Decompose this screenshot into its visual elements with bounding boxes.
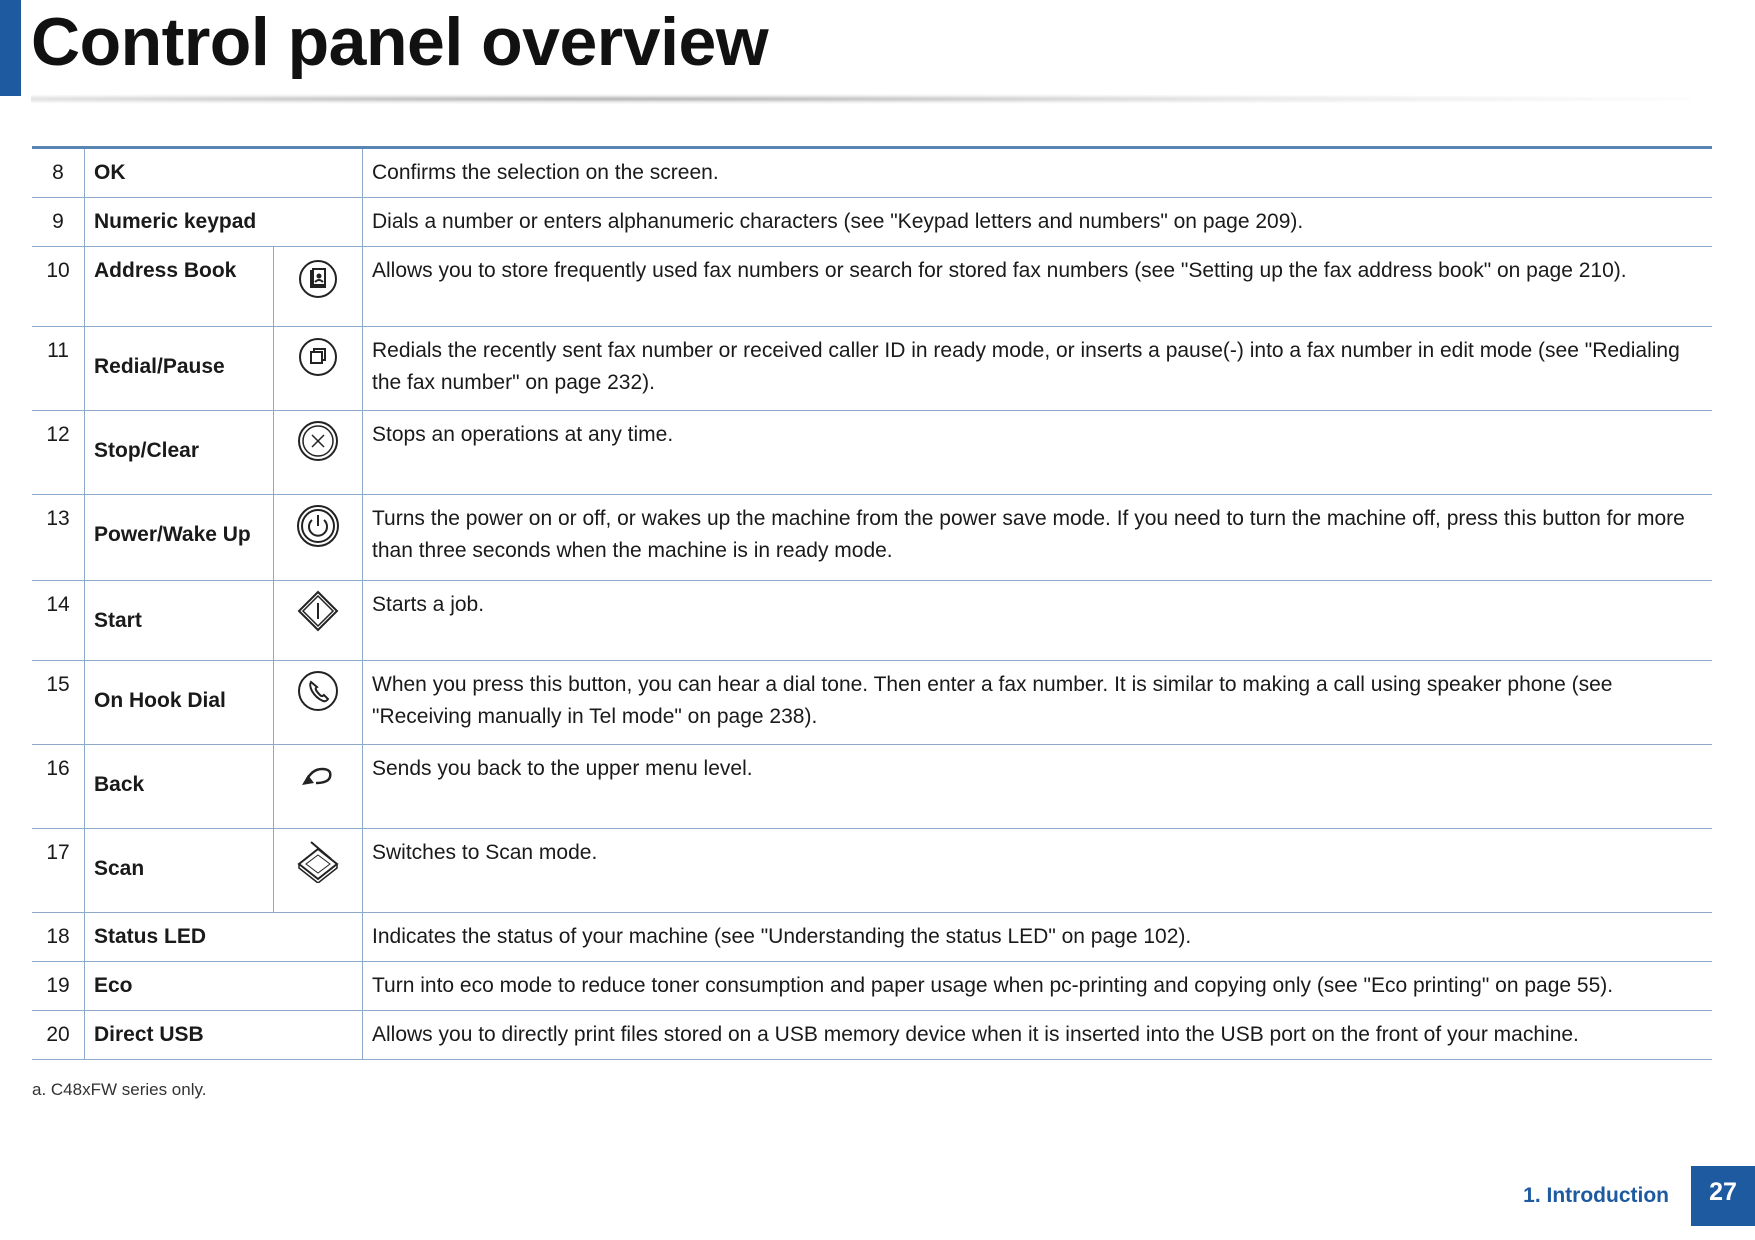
row-number: 11	[32, 327, 85, 411]
row-number: 8	[32, 148, 85, 198]
control-name: OK	[85, 148, 363, 198]
row-number: 16	[32, 745, 85, 829]
row-number: 9	[32, 198, 85, 247]
table-row	[32, 198, 1712, 247]
address-book-icon	[296, 255, 340, 299]
control-name: Scan	[85, 829, 274, 913]
icon-cell	[274, 411, 363, 495]
row-number: 13	[32, 495, 85, 581]
control-description: Turn into eco mode to reduce toner consumption and paper usage when pc-printing and copying only (see "Eco printing" on page 55).	[363, 962, 1713, 1011]
control-name: Start	[85, 581, 274, 661]
row-number: 14	[32, 581, 85, 661]
footer-section-link[interactable]: 1. Introduction	[1523, 1184, 1669, 1207]
table-row	[32, 411, 1712, 495]
control-description: Allows you to store frequently used fax numbers or search for stored fax numbers (see "Setting up the fax address book" on page 210).	[363, 247, 1713, 327]
row-number: 15	[32, 661, 85, 745]
icon-cell	[274, 495, 363, 581]
icon-cell	[274, 581, 363, 661]
control-name: Stop/Clear	[85, 411, 274, 495]
table-row	[32, 148, 1712, 198]
row-number: 17	[32, 829, 85, 913]
control-description: Dials a number or enters alphanumeric characters (see "Keypad letters and numbers" on page 209).	[363, 198, 1713, 247]
icon-cell	[274, 745, 363, 829]
control-description: Redials the recently sent fax number or received caller ID in ready mode, or inserts a pause(-) into a fax number in edit mode (see "Redialing the fax number" on page 232).	[363, 327, 1713, 411]
stop-clear-icon	[296, 419, 340, 463]
table-row	[32, 913, 1712, 962]
control-name: Eco	[85, 962, 363, 1011]
table-row	[32, 247, 1712, 327]
back-arrow-icon	[296, 753, 340, 797]
page-number: 27	[1691, 1166, 1755, 1226]
icon-cell	[274, 327, 363, 411]
row-number: 20	[32, 1011, 85, 1060]
table-row	[32, 327, 1712, 411]
table-row	[32, 661, 1712, 745]
table-row	[32, 495, 1712, 581]
control-description: Starts a job.	[363, 581, 1713, 661]
icon-cell	[274, 829, 363, 913]
control-description: Turns the power on or off, or wakes up the machine from the power save mode. If you need to turn the machine off, press this button for more than three seconds when the machine is in ready mode.	[363, 495, 1713, 581]
row-number: 10	[32, 247, 85, 327]
title-accent-bar	[0, 0, 21, 96]
control-description: Switches to Scan mode.	[363, 829, 1713, 913]
title-divider	[31, 94, 1691, 104]
phone-icon	[296, 669, 340, 713]
table-row	[32, 829, 1712, 913]
control-name: On Hook Dial	[85, 661, 274, 745]
control-description: Indicates the status of your machine (see "Understanding the status LED" on page 102).	[363, 913, 1713, 962]
control-description: When you press this button, you can hear a dial tone. Then enter a fax number. It is similar to making a call using speaker phone (see "Receiving manually in Tel mode" on page 238).	[363, 661, 1713, 745]
control-name: Address Book	[85, 247, 274, 327]
row-number: 12	[32, 411, 85, 495]
control-description: Allows you to directly print files stored on a USB memory device when it is inserted into the USB port on the front of your machine.	[363, 1011, 1713, 1060]
table-row	[32, 581, 1712, 661]
control-panel-table	[32, 146, 1712, 1060]
redial-pause-icon	[296, 335, 340, 379]
control-name: Direct USB	[85, 1011, 363, 1060]
control-description: Stops an operations at any time.	[363, 411, 1713, 495]
control-name: Redial/Pause	[85, 327, 274, 411]
control-description: Confirms the selection on the screen.	[363, 148, 1713, 198]
control-name: Power/Wake Up	[85, 495, 274, 581]
power-icon	[295, 503, 341, 549]
control-name: Back	[85, 745, 274, 829]
row-number: 18	[32, 913, 85, 962]
table-row	[32, 1011, 1712, 1060]
control-name: Numeric keypad	[85, 198, 363, 247]
footnote: a. C48xFW series only.	[32, 1080, 207, 1099]
row-number: 19	[32, 962, 85, 1011]
control-name: Status LED	[85, 913, 363, 962]
page-title: Control panel overview	[31, 4, 769, 80]
table-row	[32, 962, 1712, 1011]
icon-cell	[274, 661, 363, 745]
table-row	[32, 745, 1712, 829]
start-icon	[296, 589, 340, 633]
scanner-icon	[295, 837, 341, 883]
control-description: Sends you back to the upper menu level.	[363, 745, 1713, 829]
icon-cell	[274, 247, 363, 327]
